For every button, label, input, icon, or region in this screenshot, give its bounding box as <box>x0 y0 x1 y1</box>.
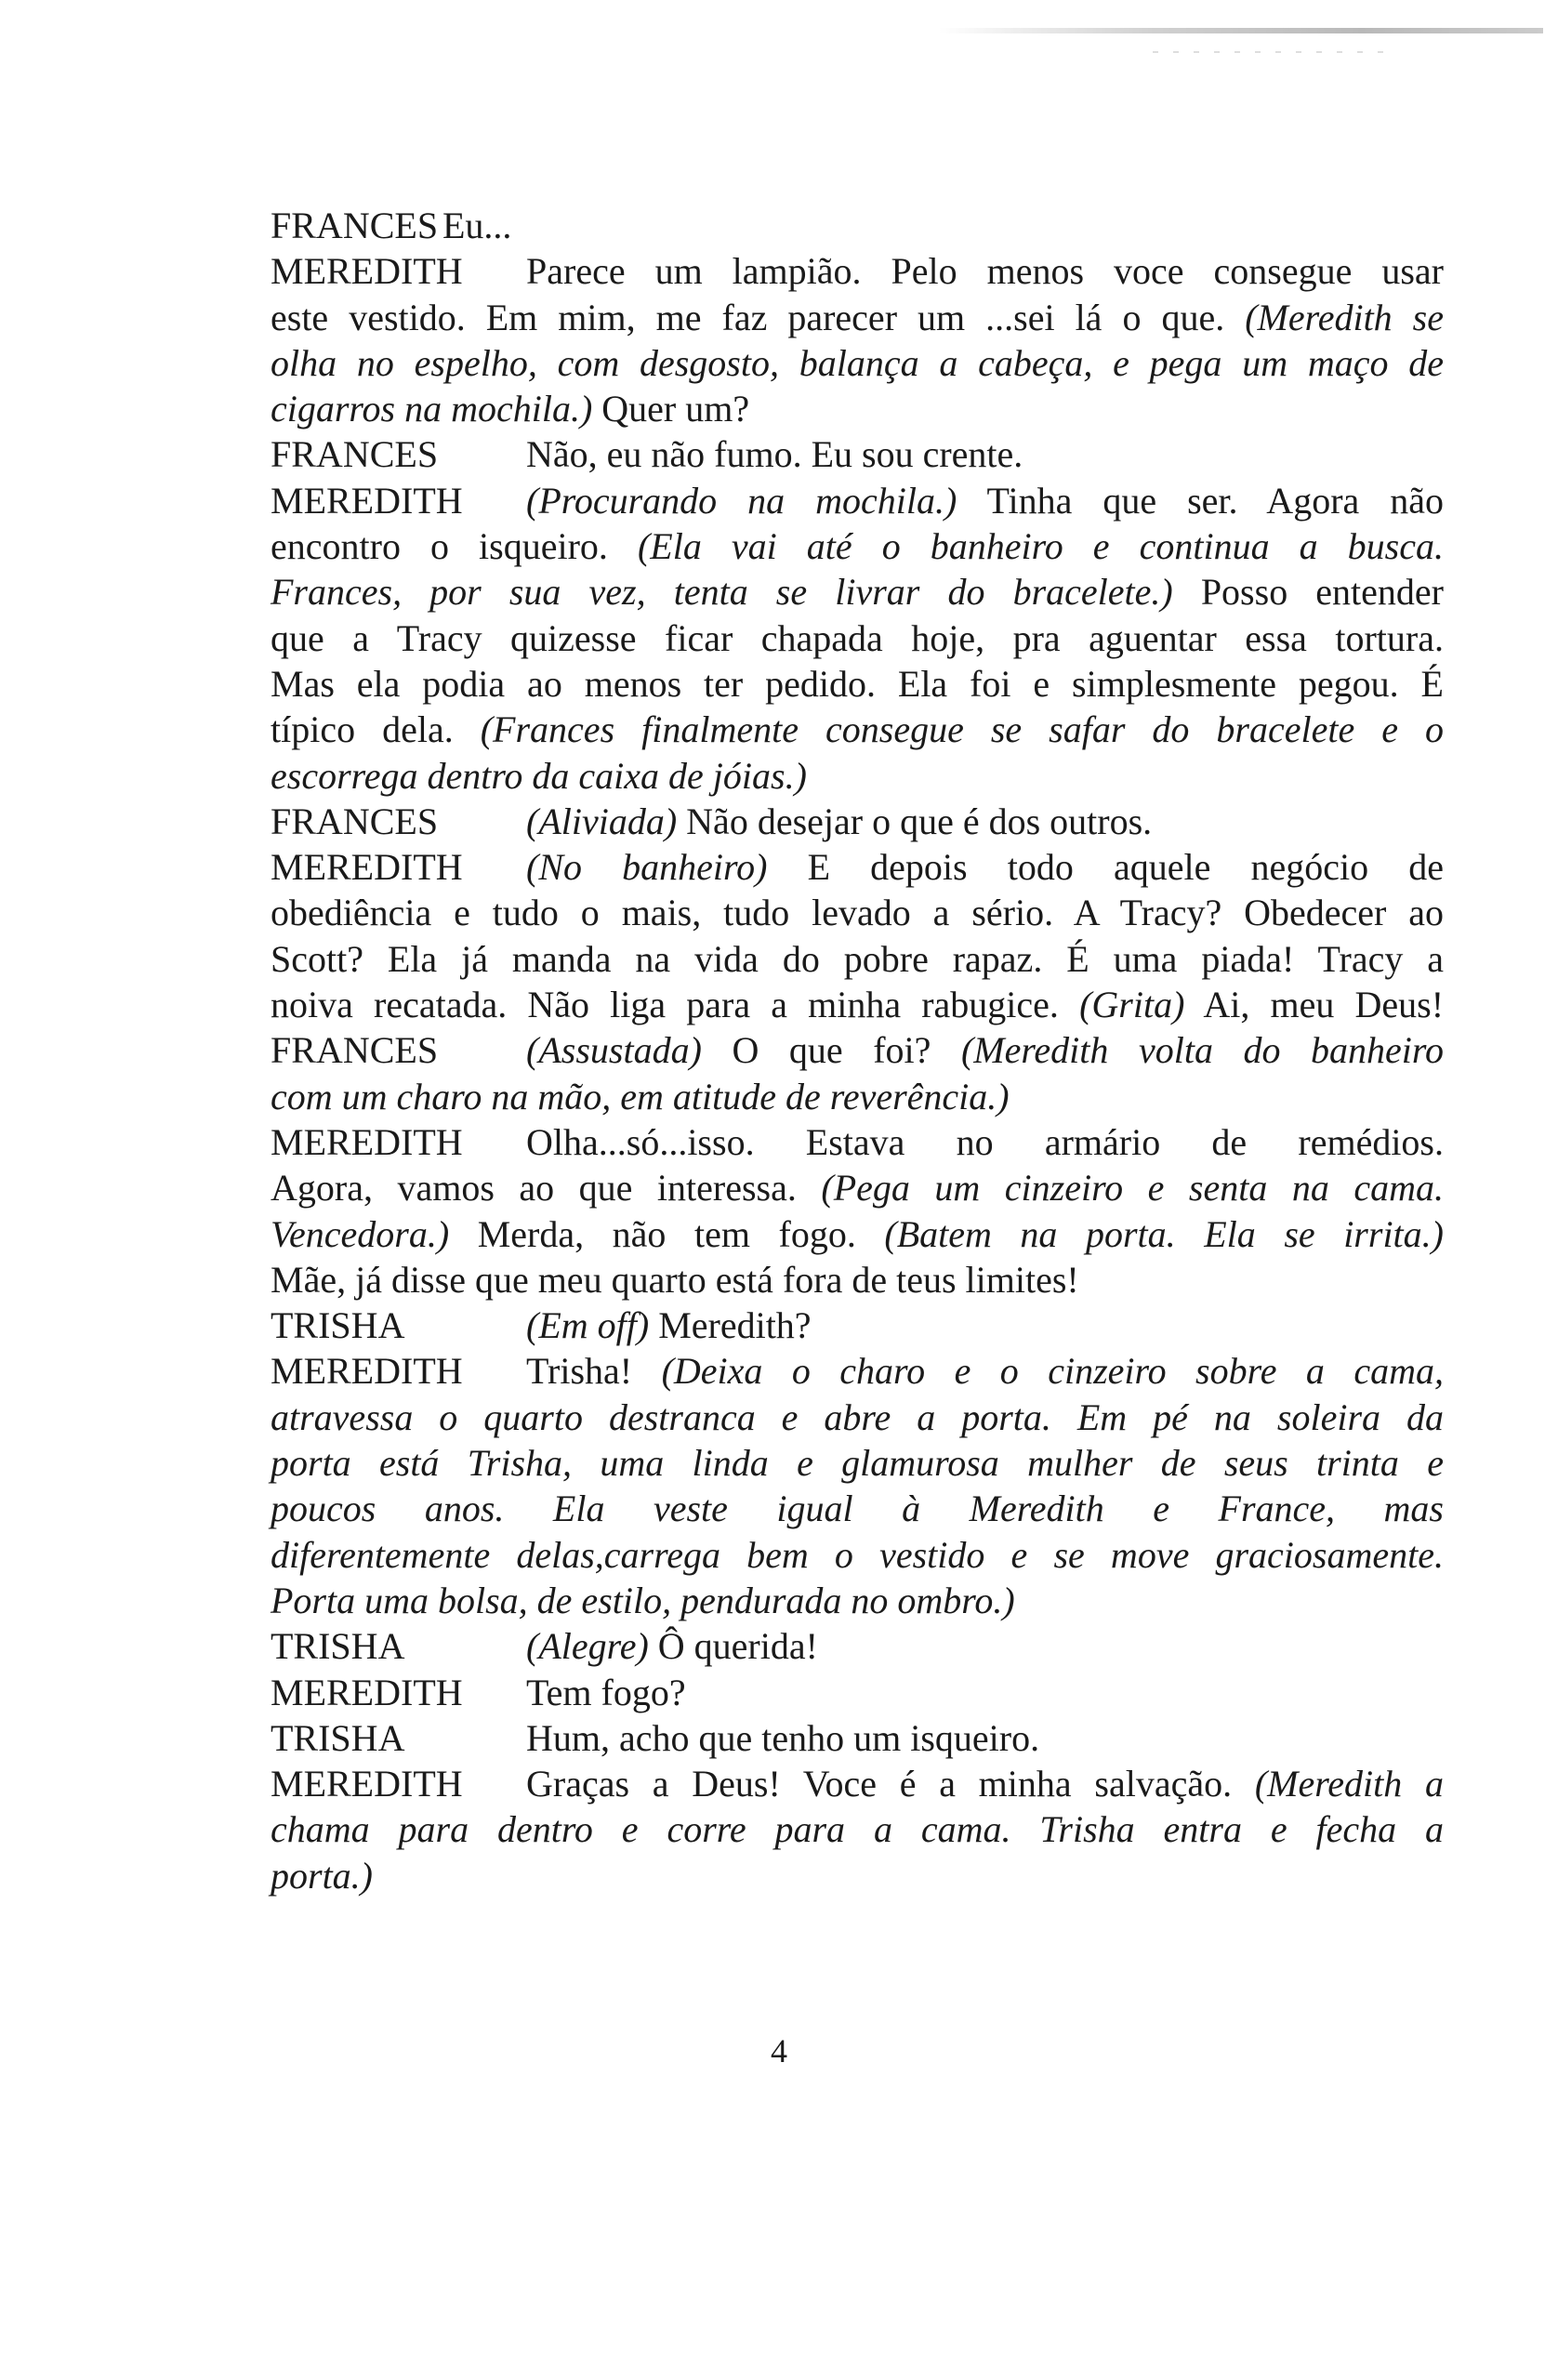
stage-direction: (Procurando na mochila.) <box>526 479 957 522</box>
speaker-name: MEREDITH <box>271 250 463 293</box>
dialogue-text: encontro o isqueiro. <box>271 525 638 568</box>
dialogue-text: Posso entender <box>1172 571 1444 614</box>
dialogue-text: Eu... <box>442 205 512 246</box>
dialogue-text: Hum, acho que tenho um isqueiro. <box>526 1716 1040 1759</box>
script-line <box>271 523 1444 569</box>
stage-direction: (Frances finalmente consegue se safar do bracelete e o <box>480 708 1444 751</box>
speaker-name: TRISHA <box>271 1625 405 1668</box>
stage-direction: porta está Trisha, uma linda e glamurosa mulher de seus trinta e <box>271 1442 1444 1485</box>
script-line <box>271 1074 1444 1119</box>
stage-direction: Frances, por sua vez, tenta se livrar do bracelete.) <box>271 571 1173 614</box>
speaker-name: TRISHA <box>271 1304 405 1347</box>
dialogue-text: que a Tracy quizesse ficar chapada hoje, pra aguentar essa tortura. <box>271 616 1444 659</box>
dialogue-text: Tem fogo? <box>526 1671 686 1713</box>
dialogue-text: Ô querida! <box>648 1625 818 1668</box>
script-line <box>271 661 1444 707</box>
stage-direction: (Grita) <box>1079 984 1185 1026</box>
stage-direction: (Alegre) <box>526 1625 649 1668</box>
speaker-name: MEREDITH <box>271 1763 463 1805</box>
dialogue-text: Tinha que ser. Agora não <box>957 479 1444 522</box>
script-line <box>271 431 1444 477</box>
speaker-name: TRISHA <box>271 1716 405 1759</box>
script-text-block <box>271 203 1444 1898</box>
stage-direction: (No banheiro) <box>526 846 768 889</box>
stage-direction: porta.) <box>271 1854 373 1897</box>
speaker-name: MEREDITH <box>271 1350 463 1393</box>
dialogue-text: O que foi? <box>701 1029 961 1072</box>
script-line <box>271 982 1444 1027</box>
stage-direction: (Pega um cinzeiro e senta na cama. <box>821 1167 1445 1210</box>
stage-direction: (Em off) <box>526 1304 650 1347</box>
script-line <box>271 1119 1444 1165</box>
script-line <box>271 1578 1444 1623</box>
stage-direction: (Meredith se <box>1245 296 1445 338</box>
script-line <box>271 615 1444 661</box>
stage-direction: diferentemente delas,carrega bem o vestido e se move graciosamente. <box>271 1533 1444 1576</box>
script-line <box>271 1853 1444 1898</box>
dialogue-text: Parece um lampião. Pelo menos voce consegue usar <box>526 250 1444 293</box>
script-line <box>271 799 1444 844</box>
page-number: 4 <box>771 2032 787 2069</box>
dialogue-text: Não desejar o que é dos outros. <box>677 800 1153 842</box>
stage-direction: (Assustada) <box>526 1029 702 1072</box>
script-line <box>271 386 1444 431</box>
dialogue-text: Quer um? <box>592 388 750 430</box>
script-line <box>271 569 1444 615</box>
script-line <box>271 1211 1444 1257</box>
script-line <box>271 1806 1444 1852</box>
script-line <box>271 248 1444 294</box>
scan-artifact-dots <box>1153 51 1385 53</box>
dialogue-text: Olha...só...isso. Estava no armário de remédios. <box>526 1120 1444 1163</box>
dialogue-text: noiva recatada. Não liga para a minha rabugice. <box>271 984 1080 1026</box>
dialogue-text: Meredith? <box>649 1304 812 1347</box>
stage-direction: cigarros na mochila.) <box>271 388 593 430</box>
script-line <box>271 1532 1444 1578</box>
script-line <box>271 1670 1444 1715</box>
dialogue-text: Trisha! <box>526 1350 662 1393</box>
stage-direction: (Meredith volta do banheiro <box>960 1029 1445 1072</box>
dialogue-text: típico dela. <box>271 708 481 751</box>
stage-direction: (Batem na porta. Ela se irrita.) <box>884 1212 1444 1255</box>
stage-direction: (Meredith a <box>1254 1763 1444 1805</box>
speaker-name: FRANCES <box>271 1029 439 1072</box>
dialogue-text: Graças a Deus! Voce é a minha salvação. <box>526 1763 1255 1805</box>
speaker-name: FRANCES <box>271 205 439 246</box>
dialogue-text: Ai, meu Deus! <box>1184 984 1445 1026</box>
stage-direction: (Ela vai até o banheiro e continua a busca. <box>637 525 1444 568</box>
speaker-name: MEREDITH <box>271 1120 463 1163</box>
stage-direction: Vencedora.) <box>271 1212 450 1255</box>
stage-direction: escorrega dentro da caixa de jóias.) <box>271 754 807 797</box>
script-line <box>271 753 1444 799</box>
script-line <box>271 1715 1444 1761</box>
stage-direction: Porta uma bolsa, de estilo, pendurada no ombro.) <box>271 1579 1015 1621</box>
dialogue-text: Merda, não tem fogo. <box>449 1212 885 1255</box>
stage-direction: (Deixa o charo e o cinzeiro sobre a cama, <box>661 1350 1445 1393</box>
dialogue-text: obediência e tudo o mais, tudo levado a sério. A Tracy? Obedecer ao <box>271 892 1444 934</box>
script-line <box>271 1440 1444 1486</box>
script-line <box>271 295 1444 340</box>
stage-direction: olha no espelho, com desgosto, balança a cabeça, e pega um maço de <box>271 341 1444 384</box>
script-line <box>271 1761 1444 1806</box>
scan-artifact-top <box>939 28 1543 33</box>
dialogue-text: Não, eu não fumo. Eu sou crente. <box>526 433 1023 476</box>
script-line <box>271 1257 1444 1302</box>
speaker-name: MEREDITH <box>271 1671 463 1713</box>
script-line <box>271 203 1444 248</box>
script-line <box>271 1165 1444 1210</box>
script-line <box>271 936 1444 982</box>
script-line <box>271 844 1444 890</box>
script-line <box>271 1395 1444 1440</box>
script-line <box>271 340 1444 386</box>
script-line <box>271 1348 1444 1394</box>
dialogue-text: E depois todo aquele negócio de <box>767 846 1444 889</box>
script-line <box>271 1027 1444 1073</box>
stage-direction: poucos anos. Ela veste igual à Meredith e France, mas <box>271 1488 1444 1530</box>
stage-direction: (Aliviada) <box>526 800 678 842</box>
script-line <box>271 1623 1444 1669</box>
dialogue-text: este vestido. Em mim, me faz parecer um ...sei lá o que. <box>271 296 1246 338</box>
speaker-name: MEREDITH <box>271 846 463 889</box>
script-line <box>271 707 1444 752</box>
speaker-name: FRANCES <box>271 800 439 842</box>
script-line <box>271 1302 1444 1348</box>
dialogue-text: Agora, vamos ao que interessa. <box>271 1167 822 1210</box>
speaker-name: FRANCES <box>271 433 439 476</box>
stage-direction: com um charo na mão, em atitude de reverência.) <box>271 1075 1010 1117</box>
script-line <box>271 1486 1444 1531</box>
script-line <box>271 890 1444 935</box>
dialogue-text: Scott? Ela já manda na vida do pobre rapaz. É uma piada! Tracy a <box>271 937 1444 980</box>
stage-direction: atravessa o quarto destranca e abre a porta. Em pé na soleira da <box>271 1395 1444 1438</box>
stage-direction: chama para dentro e corre para a cama. Trisha entra e fecha a <box>271 1808 1444 1851</box>
script-line <box>271 478 1444 523</box>
speaker-name: MEREDITH <box>271 479 463 522</box>
dialogue-text: Mãe, já disse que meu quarto está fora de teus limites! <box>271 1258 1079 1301</box>
dialogue-text: Mas ela podia ao menos ter pedido. Ela foi e simplesmente pegou. É <box>271 662 1444 705</box>
